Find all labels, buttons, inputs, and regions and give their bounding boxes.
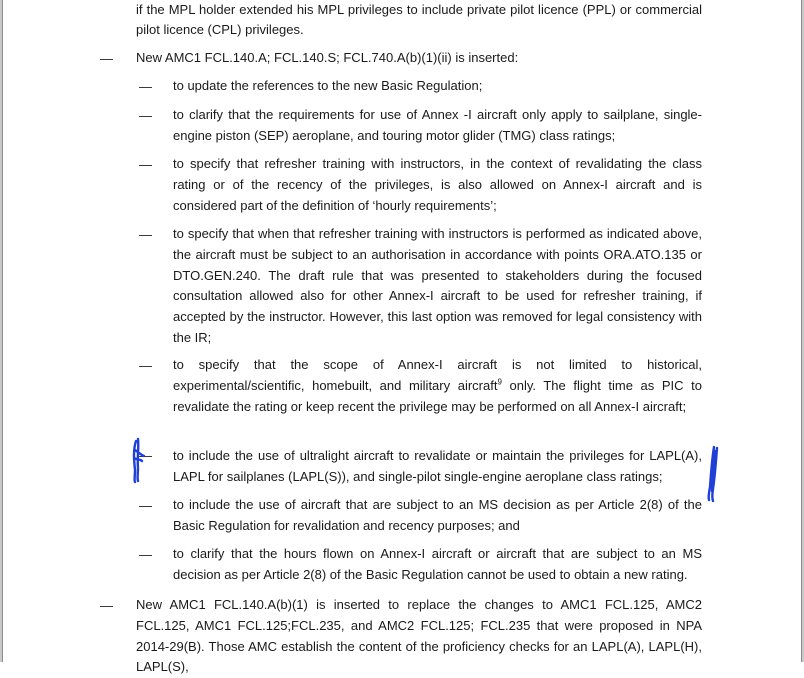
- sublist-item: [173, 355, 702, 417]
- sublist-item: to include the use of aircraft that are subject to an MS decision as per Article 2(8) of the Basic Regulation for revalidation and recency purposes; and: [173, 497, 702, 533]
- sublist-dash: —: [139, 157, 152, 172]
- sublist-item: to clarify that the hours flown on Annex-I aircraft or aircraft that are subject to an MS decision as per Article 2(8) of the Basic Regulation cannot be used to obtain a new rating.: [173, 546, 702, 582]
- sublist-item-text: to specify that the scope of Annex-I aircraft is not limited to historical, experimental/scientific, homebuilt, and military aircraft: [173, 357, 702, 393]
- ink-stroke-right: [709, 447, 717, 501]
- sublist-item: to specify that refresher training with instructors, in the context of revalidating the class rating or of the recency of the privileges, is also allowed on Annex-I aircraft and is considered part of the definition of ‘hourly requirements’;: [173, 156, 702, 213]
- footnote-marker[interactable]: 9: [497, 377, 502, 387]
- sublist-dash: —: [139, 498, 152, 513]
- list-item: New AMC1 FCL.140.A(b)(1) is inserted to replace the changes to AMC1 FCL.125, AMC2 FCL.125, AMC1 FCL.125;FCL.235, and AMC2 FCL.125; FCL.235 that were proposed in NPA 2014-29(B). Those AMC establish the content of the proficiency checks for an LAPL(A), LAPL(H), LAPL(S),: [136, 597, 702, 675]
- sublist-item: to clarify that the requirements for use of Annex -I aircraft only apply to sailplane, single-engine piston (SEP) aeroplane, and touring motor glider (TMG) class ratings;: [173, 107, 702, 143]
- ink-mark-right: [703, 443, 725, 505]
- sublist-item: to specify that when that refresher training with instructors is performed as indicated above, the aircraft must be subject to an authorisation in accordance with points ORA.ATO.135 or DTO.GEN.240. The draft rule that was presented to stakeholders during the focused consultation allowed also for other Annex-I aircraft to be used for refresher training, if accepted by the instructor. However, this last option was removed for legal consistency with the IR;: [173, 226, 702, 345]
- ink-mark-left: [129, 436, 151, 486]
- sublist-item: to update the references to the new Basic Regulation;: [173, 78, 483, 93]
- list-item: New AMC1 FCL.140.A; FCL.140.S; FCL.740.A(b)(1)(ii) is inserted:: [136, 50, 519, 65]
- document-page: [2, 0, 802, 675]
- sublist-dash: —: [139, 227, 152, 242]
- sublist-dash: —: [139, 358, 152, 373]
- sublist-dash: —: [139, 448, 152, 463]
- sublist-dash: —: [139, 547, 152, 562]
- sublist-item: to include the use of ultralight aircraft to revalidate or maintain the privileges for LAPL(A), LAPL for sailplanes (LAPL(S)), and single-pilot single-engine aeroplane class ratings;: [173, 448, 702, 484]
- intro-paragraph: if the MPL holder extended his MPL privileges to include private pilot licence (PPL) or commercial pilot licence (CPL) privileges.: [136, 2, 702, 37]
- sublist-dash: —: [139, 79, 152, 94]
- sublist-dash: —: [139, 108, 152, 123]
- ink-stroke-left: [134, 439, 144, 482]
- sublist-item-text: only. The flight time as PIC to revalidate the rating or keep recent the privilege may be performed on all Annex-I aircraft;: [173, 377, 702, 414]
- list-dash: —: [100, 598, 113, 613]
- list-dash: —: [100, 51, 113, 66]
